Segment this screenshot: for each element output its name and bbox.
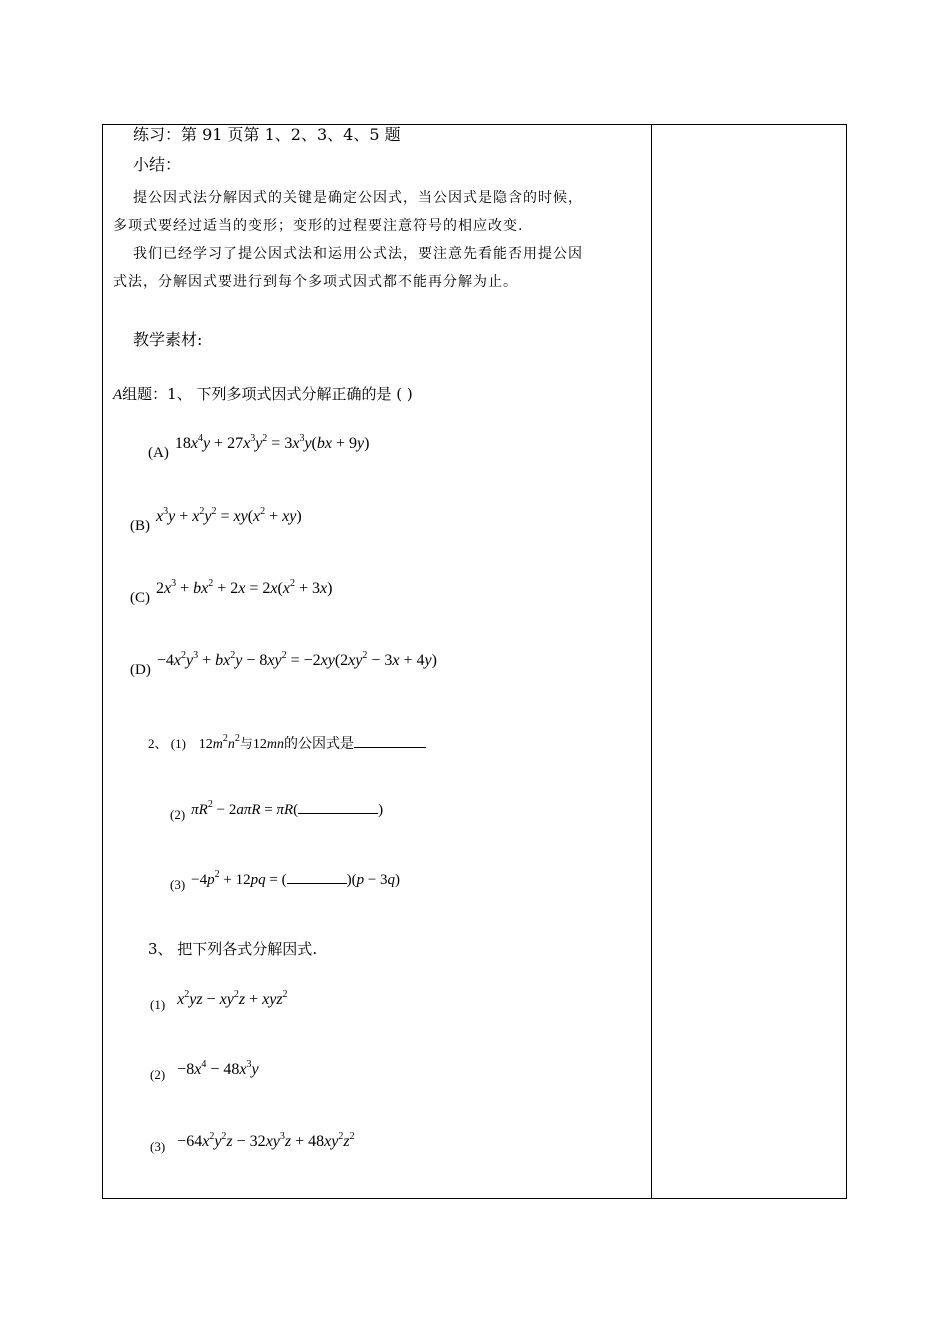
question-2-part-3-label: (3) (170, 877, 186, 892)
summary-paragraph-1-line-1: 提公因式法分解因式的关键是确定公因式，当公因式是隐含的时候， (133, 190, 583, 206)
option-d-formula: $-4x^2y^3 + bx^2y - 8xy^2 = -2xy(2xy^2 - 3x + 4y)$ (156, 650, 437, 669)
question-3-item-2-label: (2) (150, 1067, 166, 1082)
question-2-part-2-formula: $\pi R^2 - 2a\pi R = \pi R$( ) (191, 799, 384, 818)
question-2-part-3 (170, 868, 400, 891)
option-d (130, 649, 437, 678)
option-a-label: (A) (148, 445, 169, 461)
option-a (148, 432, 370, 461)
option-c-label: (C) (130, 590, 150, 606)
group-letter: A (113, 387, 123, 403)
answer-blank-2-3[interactable] (287, 869, 347, 884)
option-c (130, 577, 333, 606)
option-d-label: (D) (130, 662, 151, 678)
question-3-item-3-formula: $-64x^2y^2z - 32xy^3z + 48xy^2z^2$ (177, 1131, 355, 1150)
question-3-item-1-label: (1) (150, 997, 166, 1012)
option-a-formula: $18x^4y + 27x^3y^2 = 3x^3y(bx + 9y)$ (174, 433, 370, 452)
summary-paragraph-2-line-1: 我们已经学习了提公因式法和运用公式法，要注意先看能否用提公因 (133, 246, 583, 262)
question-2-part-2 (170, 798, 383, 821)
question-2-part-1-formula: $12m^2n^2$与12mn (198, 733, 284, 752)
answer-blank-2-2[interactable] (298, 799, 378, 814)
question-3-text: 3、 把下列各式分解因式. (148, 940, 318, 958)
summary-paragraph-2-line-2: 式法，分解因式要进行到每个多项式因式都不能再分解为止。 (113, 274, 518, 290)
option-b (130, 505, 302, 534)
option-b-formula: $x^3y + x^2y^2 = xy(x^2 + xy)$ (156, 506, 302, 525)
question-3-item-3 (150, 1130, 355, 1153)
question-2-part-2-label: (2) (170, 807, 186, 822)
group-a-question-1 (113, 383, 413, 406)
question-1-text: 组题：1、 下列多项式因式分解正确的是 ( ) (122, 385, 413, 403)
question-3-item-3-label: (3) (150, 1139, 166, 1154)
question-3-item-2 (150, 1058, 259, 1081)
question-3-item-1-formula: $x^2yz - xy^2z + xyz^2$ (177, 989, 288, 1008)
materials-title: 教学素材: (133, 330, 203, 349)
question-2-prefix: 2、 (1) (148, 736, 186, 751)
option-b-label: (B) (130, 518, 150, 534)
question-2-part-1 (148, 732, 426, 756)
question-2-part-3-formula: $-4p^2 + 12pq$ = ( )(p − 3q) (191, 869, 401, 888)
question-3-item-1 (150, 988, 288, 1011)
summary-paragraph-1-line-2: 多项式要经过适当的变形；变形的过程要注意符号的相应改变. (113, 218, 524, 234)
answer-blank-2-1[interactable] (354, 733, 426, 748)
question-3-item-2-formula: $-8x^4 - 48x^3y$ (177, 1059, 259, 1078)
option-c-formula: $2x^3 + bx^2 + 2x = 2x(x^2 + 3x)$ (156, 578, 333, 597)
question-2-suffix: 的公因式是 (283, 736, 354, 752)
exercise-line: 练习：第 91 页第 1、2、3、4、5 题 (133, 125, 401, 144)
table-column-divider (651, 124, 652, 1199)
summary-title: 小结： (133, 155, 182, 174)
